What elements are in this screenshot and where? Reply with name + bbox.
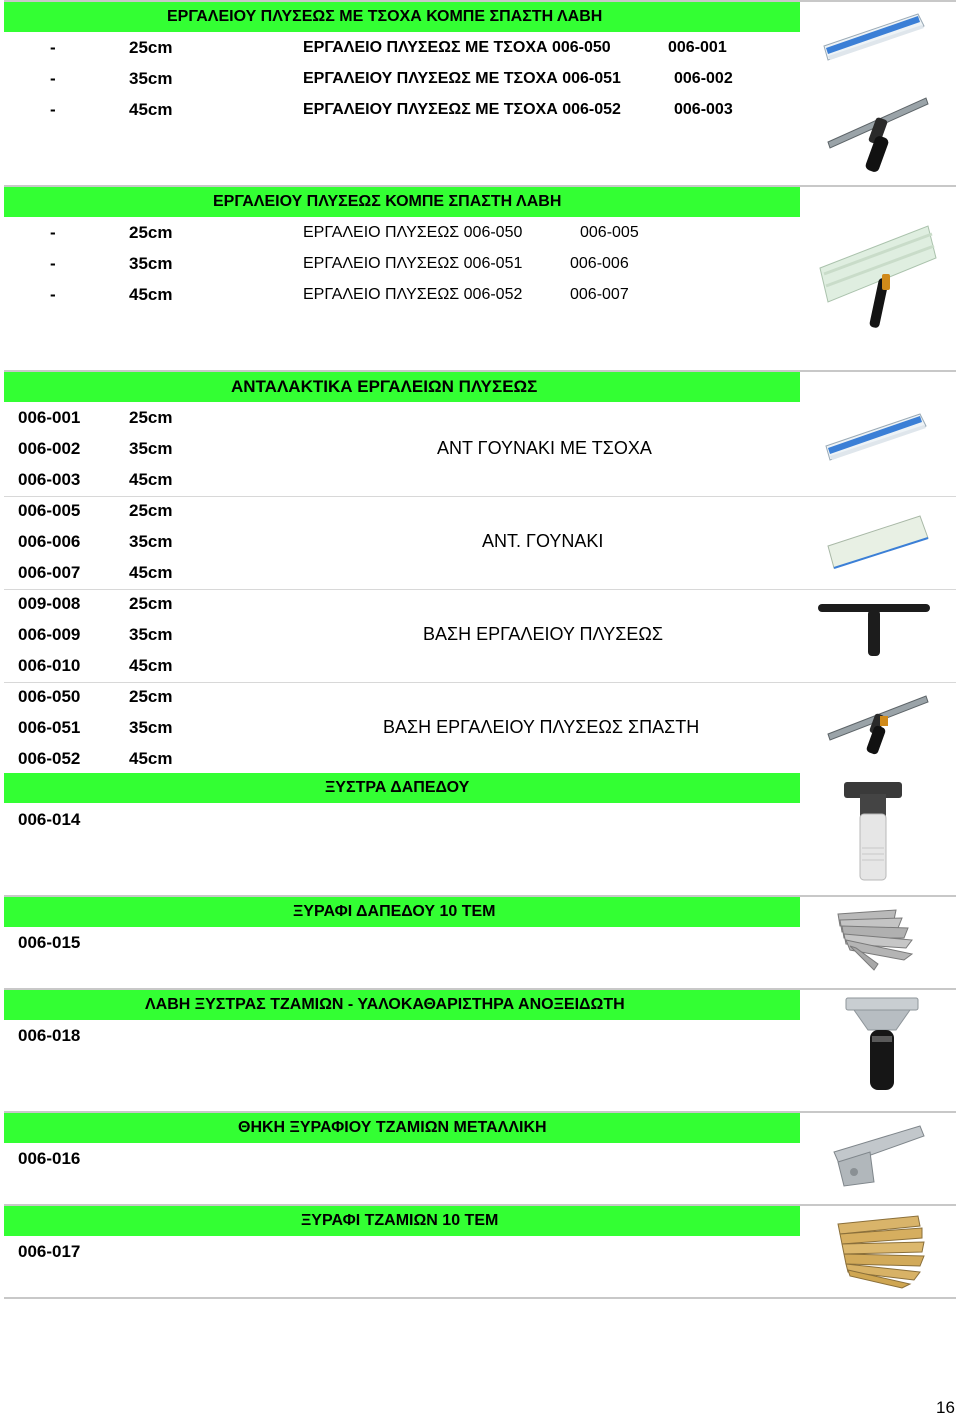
row-description: ΕΡΓΑΛΕΙΟΥ ΠΛΥΣΕΩΣ ΜΕ ΤΣΟΧΑ 006-051	[303, 70, 621, 87]
part-size: 45cm	[129, 470, 173, 489]
part-size: 35cm	[129, 439, 173, 458]
part-size: 25cm	[129, 501, 173, 520]
row-code: 006-001	[668, 39, 727, 56]
squeegee-image	[826, 96, 930, 180]
section-title: ΕΡΓΑΛΕΙΟΥ ΠΛΥΣΕΩΣ ΜΕ ΤΣΟΧΑ ΚΟΜΠΕ ΣΠΑΣΤΗ ΛΑΒΗ	[167, 8, 603, 25]
part-code: 006-052	[18, 749, 81, 768]
row-description: ΕΡΓΑΛΕΙΟΥ ΠΛΥΣΕΩΣ ΜΕ ΤΣΟΧΑ 006-052	[303, 101, 621, 118]
group-divider	[4, 682, 956, 683]
part-size: 45cm	[129, 749, 173, 768]
felt-sleeve-image	[824, 512, 930, 574]
blade-holder-image	[830, 1122, 926, 1188]
steel-scraper-handle-image	[842, 996, 922, 1096]
part-group-label: ΒΑΣΗ ΕΡΓΑΛΕΙΟΥ ΠΛΥΣΕΩΣ ΣΠΑΣΤΗ	[383, 717, 700, 737]
section-header-bar	[4, 773, 800, 803]
row-size: 25cm	[129, 38, 173, 57]
part-code: 006-006	[18, 532, 81, 551]
part-size: 35cm	[129, 718, 173, 737]
felt-sleeve-blue-image	[820, 8, 928, 70]
row-dash: -	[50, 100, 56, 119]
row-size: 45cm	[129, 285, 173, 304]
part-size: 25cm	[129, 408, 173, 427]
section-title: ΞΥΡΑΦΙ ΤΖΑΜΙΩΝ 10 ΤΕΜ	[301, 1212, 499, 1229]
part-size: 45cm	[129, 656, 173, 675]
part-code: 006-002	[18, 439, 81, 458]
part-code: 006-009	[18, 625, 81, 644]
section-title: ΞΥΣΤΡΑ ΔΑΠΕΔΟΥ	[325, 779, 470, 796]
section-rule	[4, 1297, 956, 1299]
section-title: ΑΝΤΑΛΑΚΤΙΚΑ ΕΡΓΑΛΕΙΩΝ ΠΛΥΣΕΩΣ	[231, 377, 538, 396]
part-code: 006-001	[18, 408, 81, 427]
section-header-bar	[4, 990, 800, 1020]
part-code: 006-005	[18, 501, 81, 520]
row-size: 35cm	[129, 254, 173, 273]
part-code: 006-010	[18, 656, 81, 675]
swivel-t-bar-image	[826, 694, 930, 758]
part-group-label: ΑΝΤ ΓΟΥΝΑΚΙ ΜΕ ΤΣΟΧΑ	[437, 438, 652, 458]
section-title: ΕΡΓΑΛΕΙΟΥ ΠΛΥΣΕΩΣ ΚΟΜΠΕ ΣΠΑΣΤΗ ΛΑΒΗ	[213, 193, 562, 210]
part-group-label: ΑΝΤ. ΓΟΥΝΑΚΙ	[482, 531, 604, 551]
product-code: 006-017	[18, 1242, 81, 1261]
row-code: 006-005	[580, 224, 639, 241]
row-code: 006-006	[570, 255, 629, 272]
group-divider	[4, 496, 956, 497]
section-header-bar	[4, 2, 800, 32]
washer-tool-image	[816, 222, 940, 332]
section-header-bar	[4, 897, 800, 927]
row-dash: -	[50, 38, 56, 57]
section-header-bar	[4, 187, 800, 217]
row-description: ΕΡΓΑΛΕΙΟ ΠΛΥΣΕΩΣ 006-052	[303, 286, 523, 303]
part-code: 006-007	[18, 563, 81, 582]
part-code: 009-008	[18, 594, 81, 613]
part-code: 006-051	[18, 718, 81, 737]
section-header-bar	[4, 1113, 800, 1143]
row-dash: -	[50, 223, 56, 242]
section-title: ΞΥΡΑΦΙ ΔΑΠΕΔΟΥ 10 ΤΕΜ	[293, 903, 496, 920]
part-size: 35cm	[129, 625, 173, 644]
product-code: 006-015	[18, 933, 81, 952]
row-size: 25cm	[129, 223, 173, 242]
product-code: 006-014	[18, 810, 81, 829]
part-size: 45cm	[129, 563, 173, 582]
row-size: 45cm	[129, 100, 173, 119]
part-size: 35cm	[129, 532, 173, 551]
felt-sleeve-blue-image	[822, 408, 930, 470]
section-title: ΘΗΚΗ ΞΥΡΑΦΙΟΥ ΤΖΑΜΙΩΝ ΜΕΤΑΛΛΙΚΗ	[238, 1119, 547, 1136]
row-code: 006-002	[674, 70, 733, 87]
row-code: 006-007	[570, 286, 629, 303]
product-code: 006-018	[18, 1026, 81, 1045]
part-code: 006-003	[18, 470, 81, 489]
section-title: ΛΑΒΗ ΞΥΣΤΡΑΣ ΤΖΑΜΙΩΝ - ΥΑΛΟΚΑΘΑΡΙΣΤΗΡΑ ΑΝΟΞΕΙΔΩΤΗ	[145, 996, 625, 1013]
row-dash: -	[50, 69, 56, 88]
t-bar-image	[816, 600, 932, 660]
part-size: 25cm	[129, 687, 173, 706]
row-code: 006-003	[674, 101, 733, 118]
page-number: 16	[936, 1398, 955, 1417]
row-size: 35cm	[129, 69, 173, 88]
section-header-bar	[4, 372, 800, 402]
section-header-bar	[4, 1206, 800, 1236]
blades-fan-image	[834, 906, 918, 972]
row-description: ΕΡΓΑΛΕΙΟ ΠΛΥΣΕΩΣ 006-050	[303, 224, 523, 241]
row-description: ΕΡΓΑΛΕΙΟ ΠΛΥΣΕΩΣ 006-051	[303, 255, 523, 272]
glass-blades-image	[834, 1214, 928, 1290]
product-code: 006-016	[18, 1149, 81, 1168]
part-code: 006-050	[18, 687, 81, 706]
row-dash: -	[50, 285, 56, 304]
row-description: ΕΡΓΑΛΕΙΟ ΠΛΥΣΕΩΣ ΜΕ ΤΣΟΧΑ 006-050	[303, 39, 611, 56]
part-group-label: ΒΑΣΗ ΕΡΓΑΛΕΙΟΥ ΠΛΥΣΕΩΣ	[423, 624, 663, 644]
floor-scraper-image	[840, 778, 906, 884]
part-size: 25cm	[129, 594, 173, 613]
row-dash: -	[50, 254, 56, 273]
group-divider	[4, 589, 956, 590]
